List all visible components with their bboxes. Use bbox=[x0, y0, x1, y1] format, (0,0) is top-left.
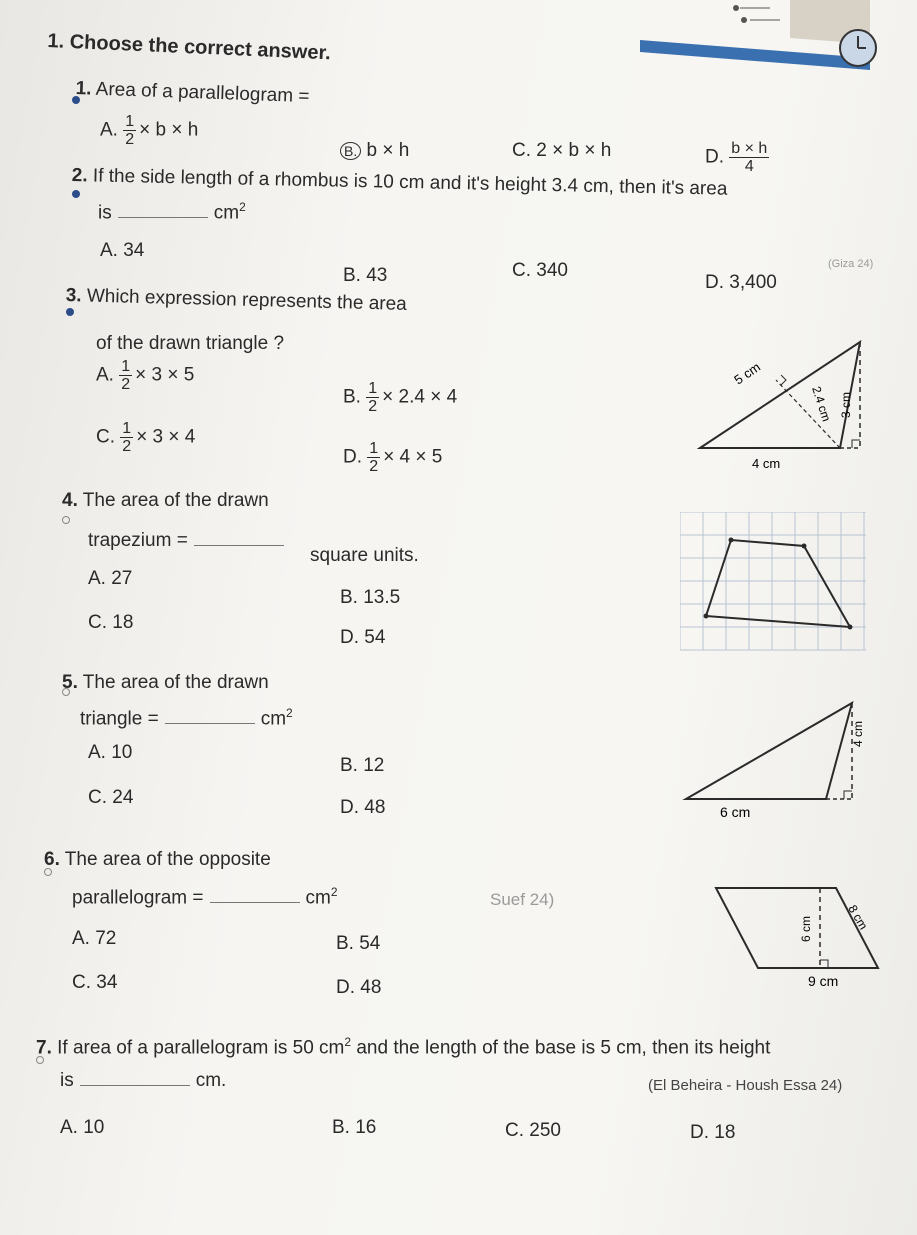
q5-option-a[interactable]: A. 10 bbox=[88, 742, 133, 763]
q6-option-a[interactable]: A. 72 bbox=[72, 928, 117, 949]
q1-option-a[interactable]: A. $\frac{1}{2}$ × b × h bbox=[100, 113, 199, 148]
q5-text: 5. The area of the drawn bbox=[62, 672, 269, 693]
q5-text-line2: triangle = $cm^2$ bbox=[80, 706, 293, 730]
q4-text-line2: trapezium = bbox=[88, 530, 290, 552]
q2-bullet-icon bbox=[72, 190, 80, 198]
q6-text: 6. The area of the opposite bbox=[44, 849, 271, 870]
q6-label-side: 8 cm bbox=[845, 902, 871, 933]
q6-option-b[interactable]: B. 54 bbox=[336, 933, 381, 954]
q1-option-c[interactable]: C. 2 × b × h bbox=[512, 140, 612, 161]
q5-option-d[interactable]: D. 48 bbox=[340, 797, 386, 818]
q3-label-height: 2.4 cm bbox=[809, 384, 834, 424]
q2-option-a[interactable]: A. 34 bbox=[100, 240, 145, 261]
q5-label-height: 4 cm bbox=[851, 720, 865, 747]
q1-option-d[interactable]: D. $\frac{b \times h}{4}$ bbox=[705, 140, 768, 175]
q7-option-a[interactable]: A. 10 bbox=[60, 1117, 105, 1138]
q3-text: 3. Which expression represents the area bbox=[65, 285, 408, 315]
q4-option-a[interactable]: A. 27 bbox=[88, 568, 133, 589]
q4-bullet-icon bbox=[62, 516, 70, 524]
q2-source: (Giza 24) bbox=[828, 258, 874, 270]
q3-option-c[interactable]: C. $\frac{1}{2}$ × 3 × 4 bbox=[96, 420, 196, 455]
q4-option-d[interactable]: D. 54 bbox=[340, 627, 386, 648]
q2-option-c[interactable]: C. 340 bbox=[512, 260, 568, 281]
q3-option-d[interactable]: D. $\frac{1}{2}$ × 4 × 5 bbox=[343, 440, 443, 475]
q4-trapezium-figure bbox=[680, 512, 870, 654]
selected-circle-icon: B. bbox=[340, 142, 361, 160]
q1-text: 1. Area of a parallelogram = bbox=[75, 78, 310, 108]
q7-text-line2: is cm. bbox=[60, 1070, 227, 1091]
q6-label-height: 6 cm bbox=[799, 915, 813, 942]
q6-text-line2: parallelogram = $cm^2$ bbox=[72, 885, 338, 909]
q3-label-right: 3 cm bbox=[839, 391, 853, 418]
q3-triangle-figure bbox=[690, 330, 880, 480]
q4-option-b[interactable]: B. 13.5 bbox=[340, 587, 401, 608]
q6-source: Suef 24) bbox=[490, 890, 555, 909]
q7-source: (El Beheira - Housh Essa 24) bbox=[648, 1077, 843, 1094]
q6-parallelogram-figure bbox=[700, 880, 890, 990]
q2-text-line2: is $cm^2$ bbox=[98, 200, 246, 224]
q4-text: 4. The area of the drawn bbox=[62, 490, 269, 511]
q1-option-b[interactable]: B. b × h bbox=[340, 140, 409, 162]
q6-label-base: 9 cm bbox=[808, 973, 839, 989]
q5-option-c[interactable]: C. 24 bbox=[88, 787, 134, 808]
q2-option-d[interactable]: D. 3,400 bbox=[705, 272, 777, 293]
q3-label-base: 4 cm bbox=[752, 456, 781, 471]
q7-option-c[interactable]: C. 250 bbox=[505, 1120, 561, 1141]
q6-option-d[interactable]: D. 48 bbox=[336, 977, 382, 998]
q3-label-side: 5 cm bbox=[731, 359, 764, 388]
q5-label-base: 6 cm bbox=[720, 804, 751, 820]
q3-option-b[interactable]: B. $\frac{1}{2}$ × 2.4 × 4 bbox=[343, 380, 458, 415]
q3-option-a[interactable]: A. $\frac{1}{2}$ × 3 × 5 bbox=[96, 358, 195, 393]
q4-option-c[interactable]: C. 18 bbox=[88, 612, 134, 633]
section-title: 1. Choose the correct answer. bbox=[47, 30, 332, 65]
half-fraction: $\frac{1}{2}$ bbox=[125, 113, 135, 148]
header-decoration-icon bbox=[640, 0, 900, 90]
q5-triangle-figure bbox=[680, 695, 880, 825]
q5-option-b[interactable]: B. 12 bbox=[340, 755, 385, 776]
q4-text-line3: square units. bbox=[310, 545, 419, 566]
q6-option-c[interactable]: C. 34 bbox=[72, 972, 118, 993]
q3-bullet-icon bbox=[66, 308, 74, 316]
q7-text: 7. If area of a parallelogram is 50 $cm^2$ and the length of the base is 5 cm, then its height bbox=[36, 1035, 771, 1059]
q7-option-d[interactable]: D. 18 bbox=[690, 1122, 736, 1143]
q2-option-b[interactable]: B. 43 bbox=[343, 265, 388, 286]
q2-text: 2. If the side length of a rhombus is 10 cm and it's height 3.4 cm, then it's area bbox=[71, 165, 728, 200]
q3-text-line2: of the drawn triangle ? bbox=[96, 333, 285, 354]
q7-option-b[interactable]: B. 16 bbox=[332, 1117, 377, 1138]
